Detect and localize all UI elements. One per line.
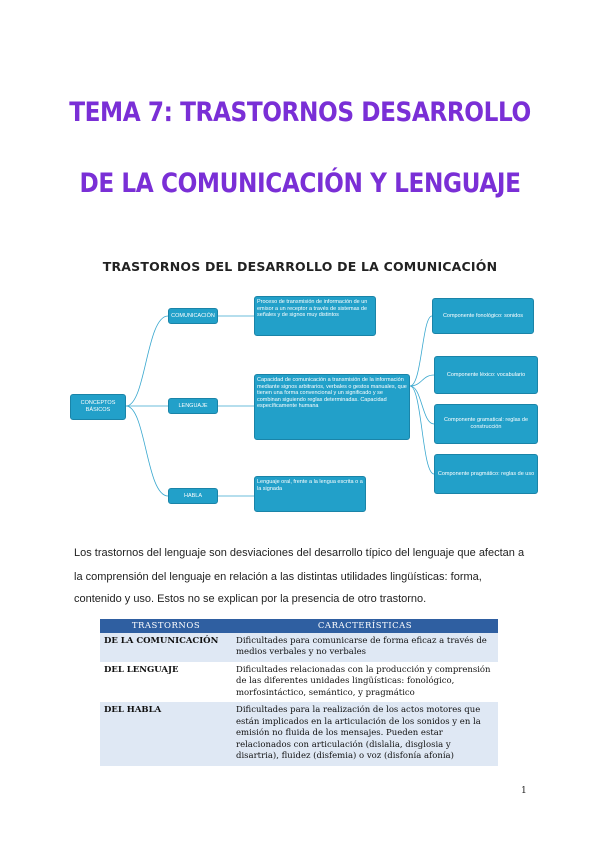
desc-lenguaje: Capacidad de comunicación a transmisión de la información mediante signos arbitrarios, verbales o gestos manuales, que tienen una forma convencional y un significado y se combinan siguiendo reglas determinadas. Capacidad específicamente humana — [254, 374, 410, 440]
connector-root-comunicacion — [126, 316, 168, 406]
connector-comp-4 — [410, 386, 434, 474]
table-header-trastornos: TRASTORNOS — [100, 619, 232, 633]
connector-comp-1 — [410, 316, 432, 386]
connector-comp-3 — [410, 386, 434, 424]
table-row — [100, 662, 498, 702]
branch-habla: HABLA — [168, 488, 218, 504]
desc-comunicacion: Proceso de transmisión de información de un emisor a un receptor a través de sistemas de señales y de signos muy distintos — [254, 296, 376, 336]
paragraph-line-3: contenido y uso. Estos no se explican por la presencia de otro trastorno. — [74, 593, 427, 605]
desc-habla: Lenguaje oral, frente a la lengua escrita o a la signada — [254, 476, 366, 512]
table-cell-name: DE LA COMUNICACIÓN — [100, 633, 232, 662]
component-gramatical: Componente gramatical: reglas de construcción — [434, 404, 538, 444]
connector-root-habla — [126, 406, 168, 496]
component-lexico: Componente léxico: vocabulario — [434, 356, 538, 394]
table-row — [100, 633, 498, 662]
table-cell-name: DEL LENGUAJE — [100, 662, 232, 702]
table-cell-desc: Dificultades para la realización de los actos motores que están implicados en la articulación de los sonidos y en la emisión no fluida de los mensajes. Pueden estar relacionados con articulación (dislalia, disglosia y disartria), fluidez (disfemia) o voz (disfonía afonía) — [232, 702, 498, 765]
table-row — [100, 702, 498, 765]
paragraph-line-2: la comprensión del lenguaje en relación a las distintas utilidades lingüísticas: forma, — [74, 571, 482, 583]
table-header-row — [100, 619, 498, 633]
table-cell-name: DEL HABLA — [100, 702, 232, 765]
title-line-2: DE LA COMUNICACIÓN Y LENGUAJE — [79, 168, 521, 199]
mindmap-root-node: CONCEPTOS BÁSICOS — [70, 394, 126, 420]
branch-comunicacion: COMUNICACIÓN — [168, 308, 218, 324]
disorders-table — [100, 619, 498, 766]
title-line-1: TEMA 7: TRASTORNOS DESARROLLO — [69, 97, 531, 128]
table-cell-desc: Dificultades relacionadas con la producción y comprensión de las diferentes unidades lingüísticas: fonológico, morfosintáctico, semántico, y pragmático — [232, 662, 498, 702]
branch-lenguaje: LENGUAJE — [168, 398, 218, 414]
intro-paragraph — [74, 543, 532, 609]
table-cell-desc: Dificultades para comunicarse de forma eficaz a través de medios verbales y no verbales — [232, 633, 498, 662]
page-number: 1 — [521, 786, 527, 796]
concept-mindmap — [66, 290, 546, 520]
paragraph-line-1: Los trastornos del lenguaje son desviaciones del desarrollo típico del lenguaje que afectan a — [74, 547, 525, 559]
section-subtitle: TRASTORNOS DEL DESARROLLO DE LA COMUNICACIÓN — [102, 259, 498, 274]
component-pragmatico: Componente pragmático: reglas de uso — [434, 454, 538, 494]
component-fonologico: Componente fonológico: sonidos — [432, 298, 534, 334]
table-header-caracteristicas: CARACTERÍSTICAS — [232, 619, 498, 633]
connector-comp-2 — [410, 375, 434, 386]
